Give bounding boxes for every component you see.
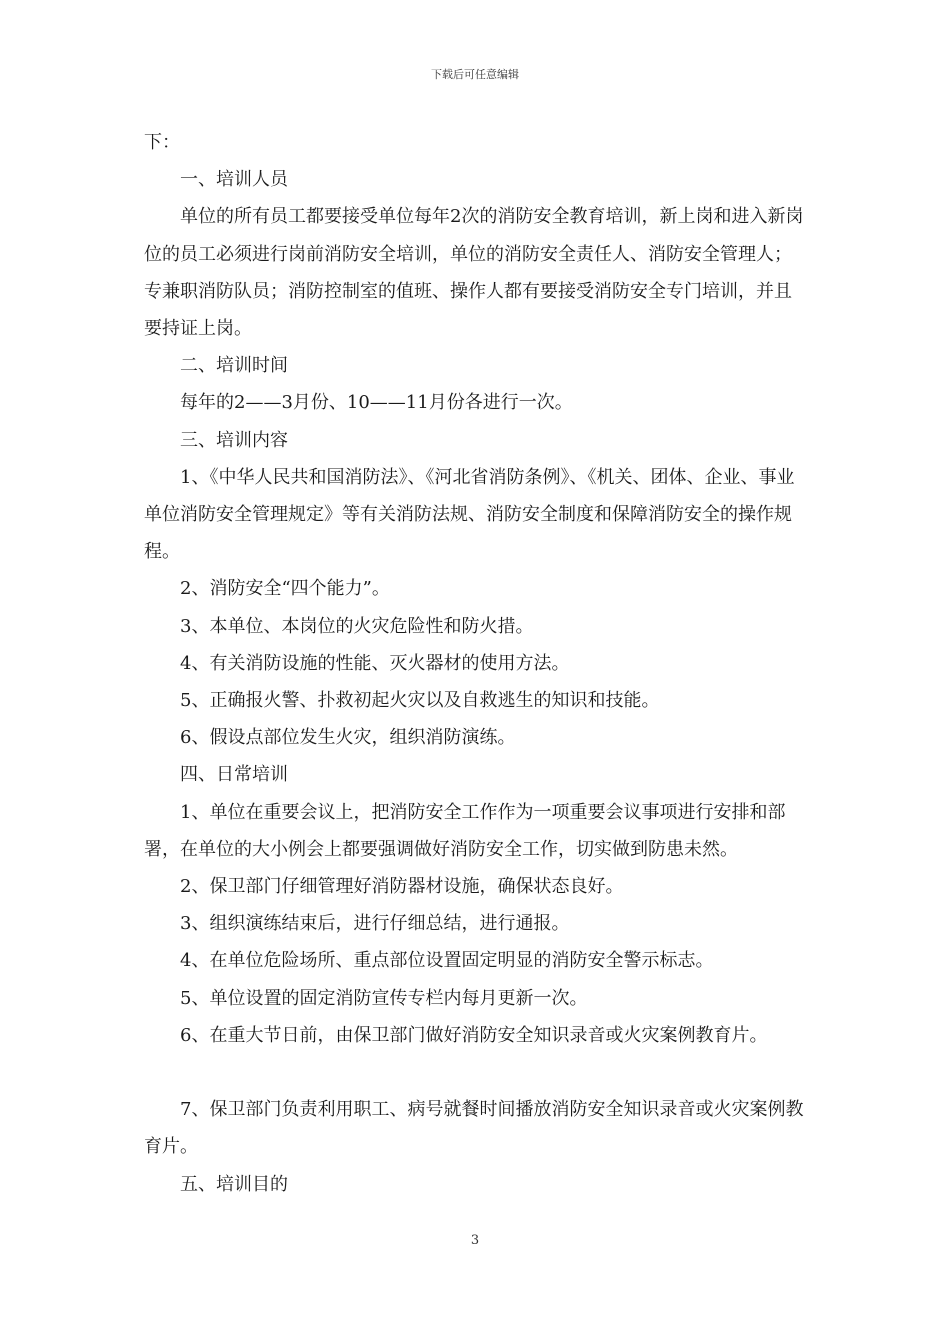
continuation-text: 下： [144, 132, 180, 153]
list-item: 2、消防安全“四个能力”。 [180, 578, 390, 600]
blank-line [144, 1054, 808, 1091]
list-item: 3、组织演练结束后，进行仔细总结，进行通报。 [180, 913, 570, 935]
section-heading-purpose: 五、培训目的 [180, 1173, 288, 1195]
list-item: 1、《中华人民共和国消防法》、《河北省消防条例》、《机关、团体、企业、事业单位消防安全管理规定》等有关消防法规、消防安全制度和保障消防安全的操作规程。 [144, 466, 795, 563]
page-number: 3 [470, 1233, 480, 1248]
list-item: 7、保卫部门负责利用职工、病号就餐时间播放消防安全知识录音或火灾案例教育片。 [144, 1099, 804, 1158]
document-body [144, 124, 808, 1203]
paragraph-time: 每年的2——3月份、10——11月份各进行一次。 [180, 392, 573, 414]
list-item: 4、有关消防设施的性能、灭火器材的使用方法。 [180, 652, 570, 674]
section-heading-personnel: 一、培训人员 [180, 169, 288, 191]
section-heading-content: 三、培训内容 [180, 429, 288, 451]
paragraph-personnel: 单位的所有员工都要接受单位每年2次的消防安全教育培训，新上岗和进入新岗位的员工必须进行岗前消防安全培训，单位的消防安全责任人、消防安全管理人；专兼职消防队员；消防控制室的值班、操作人都有要接受消防安全专门培训，并且要持证上岗。 [144, 206, 804, 340]
page-header: 下载后可任意编辑 [431, 68, 519, 81]
list-item: 5、正确报火警、扑救初起火灾以及自救逃生的知识和技能。 [180, 690, 660, 712]
section-heading-time: 二、培训时间 [180, 355, 288, 377]
list-item: 6、在重大节日前，由保卫部门做好消防安全知识录音或火灾案例教育片。 [180, 1024, 768, 1046]
list-item: 5、单位设置的固定消防宣传专栏内每月更新一次。 [180, 987, 588, 1009]
list-item: 2、保卫部门仔细管理好消防器材设施，确保状态良好。 [180, 876, 624, 898]
list-item: 1、单位在重要会议上，把消防安全工作作为一项重要会议事项进行安排和部署，在单位的大小例会上都要强调做好消防安全工作，切实做到防患未然。 [144, 801, 786, 860]
section-heading-daily-training: 四、日常培训 [180, 764, 288, 786]
list-item: 6、假设点部位发生火灾，组织消防演练。 [180, 727, 516, 749]
list-item: 3、本单位、本岗位的火灾危险性和防火措。 [180, 615, 534, 637]
list-item: 4、在单位危险场所、重点部位设置固定明显的消防安全警示标志。 [180, 950, 714, 972]
